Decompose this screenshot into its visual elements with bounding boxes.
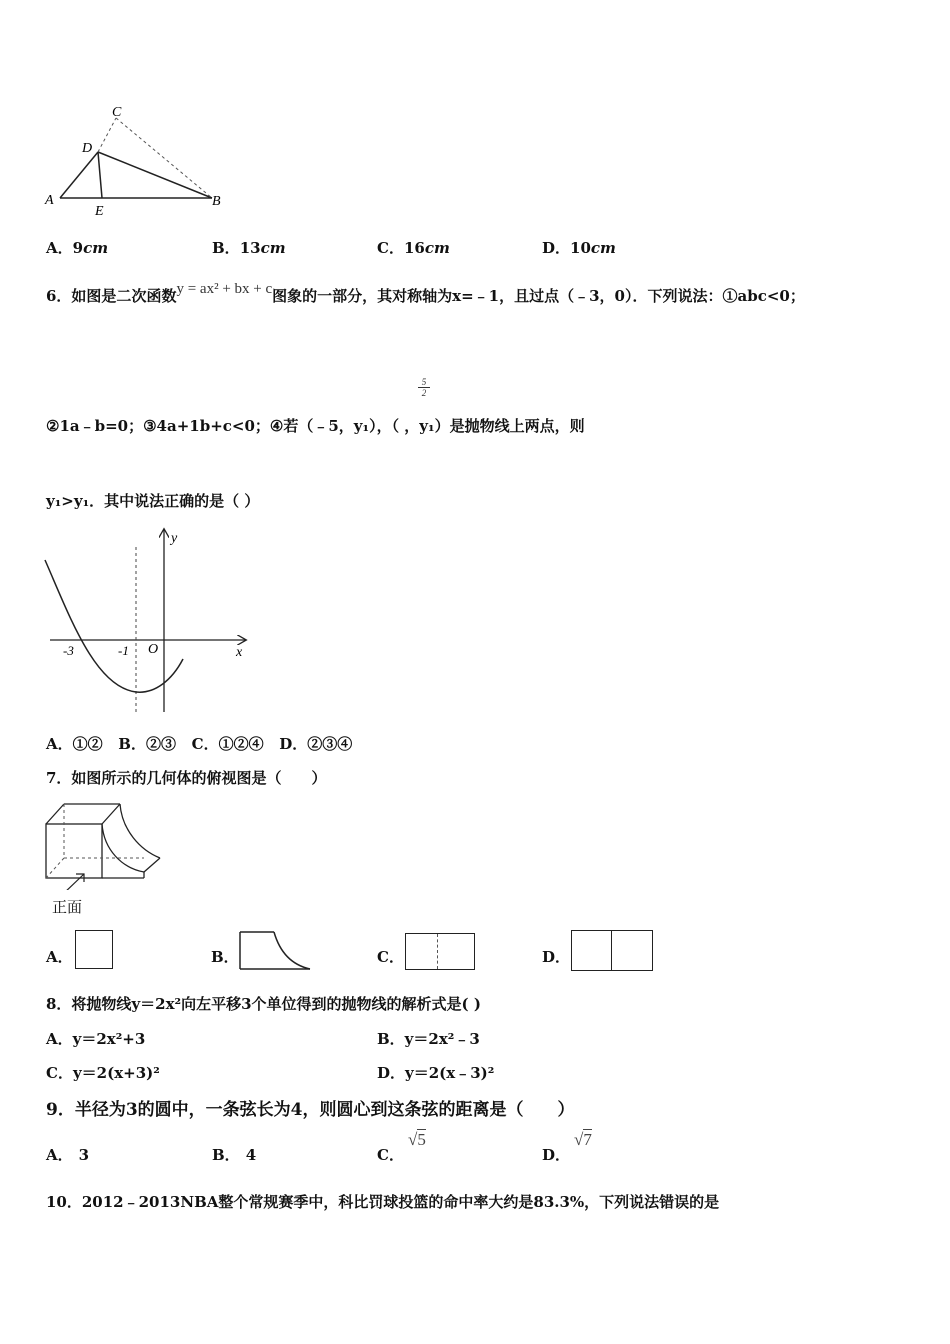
q8-stem: 8．将抛物线y＝2x²向左平移3个单位得到的抛物线的解析式是( ): [46, 995, 481, 1013]
q5-option-b[interactable]: B．13cm: [212, 239, 286, 257]
q7-option-b-curve-icon[interactable]: [236, 929, 316, 973]
q9-stem: 9．半径为3的圆中，一条弦长为4，则圆心到这条弦的距离是（ ）: [46, 1100, 575, 1120]
q9-option-d-sqrt: √7: [574, 1130, 592, 1149]
label-D: D: [82, 141, 93, 156]
q7-option-a-square-icon[interactable]: [75, 930, 113, 969]
q9-option-b[interactable]: B． 4: [212, 1146, 257, 1164]
q8-option-b[interactable]: B．y＝2x²﹣3: [377, 1030, 480, 1048]
front-view-label: 正面: [52, 898, 83, 916]
solid-figure: [42, 800, 167, 890]
q6-stem-line1: 6．如图是二次函数y = ax² + bx + c图象的一部分，其对称轴为x=﹣1，且过点（﹣3，0）．下列说法：①abc<0；: [46, 281, 805, 305]
tick-neg1: -1: [118, 643, 129, 658]
tick-neg3: -3: [63, 643, 74, 658]
q7-option-d-label[interactable]: D．: [542, 948, 571, 966]
q8-option-d[interactable]: D．y＝2(x﹣3)²: [377, 1064, 495, 1082]
q6-formula: y = ax² + bx + c: [176, 281, 273, 297]
q5-option-c[interactable]: C．16cm: [377, 239, 450, 257]
origin-label: O: [148, 642, 159, 657]
q9-option-d[interactable]: D．: [542, 1146, 571, 1164]
q7-option-c-dashed-rect-icon[interactable]: [405, 933, 475, 970]
q7-option-d-split-rect-icon[interactable]: [571, 930, 653, 971]
q6-stem-line2: ②1a﹣b=0；③4a+1b+c<0；④若（﹣5，y₁），（ ，y₁）是抛物线上两点，则: [46, 417, 585, 435]
q7-option-b-label[interactable]: B．: [211, 948, 239, 966]
label-A: A: [45, 193, 54, 208]
q7-option-c-label[interactable]: C．: [377, 948, 404, 966]
q9-option-a[interactable]: A． 3: [46, 1146, 90, 1164]
label-E: E: [95, 204, 104, 219]
q9-option-c[interactable]: C．: [377, 1146, 404, 1164]
q7-stem: 7．如图所示的几何体的俯视图是（ ）: [46, 769, 327, 787]
axis-y-label: y: [171, 531, 178, 546]
q8-option-a[interactable]: A．y＝2x²+3: [46, 1030, 146, 1048]
q6-options[interactable]: A．①② B．②③ C．①②④ D．②③④: [46, 735, 353, 753]
q8-option-c[interactable]: C．y＝2(x+3)²: [46, 1064, 160, 1082]
q5-option-d[interactable]: D．10cm: [542, 239, 616, 257]
q5-option-a[interactable]: A．9cm: [46, 239, 109, 257]
q6-fraction: 5 2: [418, 377, 430, 398]
axis-x-label: x: [236, 645, 243, 660]
q9-option-c-sqrt: √5: [408, 1130, 426, 1149]
q10-stem: 10．2012﹣2013NBA整个常规赛季中，科比罚球投篮的命中率大约是83.3%，下列说法错误的是: [46, 1193, 720, 1211]
triangle-figure: [40, 100, 230, 220]
label-C: C: [112, 105, 122, 120]
label-B: B: [212, 194, 221, 209]
parabola-graph: [40, 522, 255, 717]
q7-option-a-label[interactable]: A．: [46, 948, 73, 966]
q6-stem-line3: y₁>y₁．其中说法正确的是（ ）: [46, 492, 260, 510]
